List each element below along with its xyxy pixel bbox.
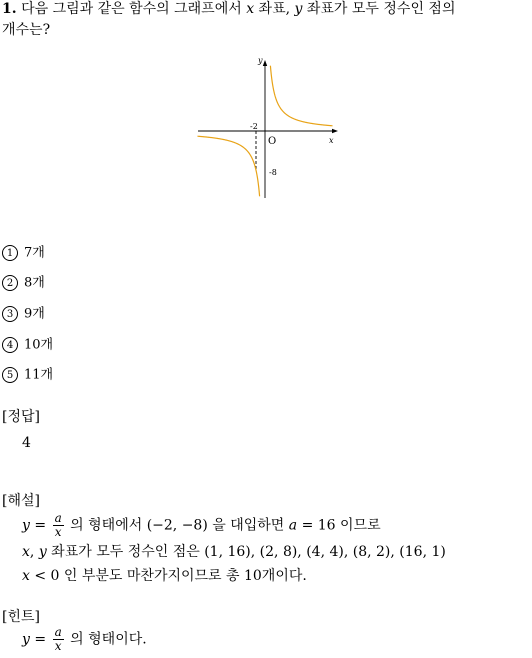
exp-frac-den: x	[54, 525, 62, 539]
choice-1[interactable]	[2, 245, 45, 262]
hint-frac-den: x	[54, 639, 62, 653]
exp-var-x: x	[22, 544, 30, 560]
exp-fraction	[53, 512, 64, 539]
explanation-line-2	[22, 543, 446, 561]
answer-value: 4	[22, 435, 31, 451]
choice-text: 11개	[24, 367, 54, 383]
hyperbola-branch-positive	[270, 66, 332, 126]
hint-header: [힌트]	[2, 609, 40, 625]
question-var-y: y	[294, 1, 303, 17]
question-text-part1: 다음 그림과 같은 함수의 그래프에서	[21, 1, 247, 17]
hyperbola-branch-negative	[198, 136, 260, 196]
hint-fraction	[53, 626, 64, 653]
choice-number: 1	[2, 245, 18, 261]
origin-label: O	[268, 136, 277, 147]
exp-line1-tail: = 16 이므로	[297, 517, 381, 534]
choice-text: 9개	[24, 306, 45, 322]
y-mark-label: -8	[269, 168, 277, 177]
hint-rest: 의 형태이다.	[65, 631, 147, 648]
question-text-line2: 개수는?	[2, 22, 51, 38]
question-text-part3: 좌표가 모두 정수인 점의	[302, 1, 456, 17]
question-line-2	[2, 21, 50, 39]
explanation-header: [해설]	[2, 493, 40, 509]
x-axis-label: x	[329, 136, 334, 145]
choice-text: 7개	[24, 245, 45, 261]
exp-var-y: y	[22, 517, 30, 534]
question-line-1	[2, 0, 455, 18]
exp-var-x3: x	[22, 568, 30, 584]
answer-header: [정답]	[2, 409, 40, 425]
exp-line3-rest: < 0 인 부분도 마찬가지이므로 총 10개이다.	[29, 568, 307, 584]
exp-line1-rest: 의 형태에서 (−2, −8) 을 대입하면	[65, 517, 289, 534]
exp-line2-rest: 좌표가 모두 정수인 점은 (1, 16), (2, 8), (4, 4), (8, 2), (16, 1)	[46, 544, 446, 560]
hint-eq: =	[29, 631, 51, 648]
question-var-x: x	[246, 1, 255, 17]
choice-text: 10개	[24, 337, 54, 353]
question-number: 1.	[2, 1, 17, 17]
choice-3[interactable]	[2, 306, 45, 323]
explanation-line-3	[22, 567, 307, 585]
choice-5[interactable]	[2, 367, 53, 384]
hint-var-y: y	[22, 631, 30, 648]
choice-number: 5	[2, 367, 18, 383]
choice-4[interactable]	[2, 337, 53, 354]
exp-eq: =	[29, 517, 51, 534]
choice-number: 2	[2, 275, 18, 291]
hyperbola-graph	[190, 52, 350, 202]
x-mark-label: -2	[250, 122, 258, 131]
exp-comma: ,	[29, 544, 39, 560]
choice-2[interactable]	[2, 275, 45, 292]
choice-number: 4	[2, 337, 18, 353]
y-axis-arrow	[263, 60, 267, 66]
hint-frac-num: a	[54, 625, 62, 639]
explanation-line-1	[22, 512, 381, 539]
exp-frac-num: a	[54, 511, 62, 525]
x-axis-arrow	[332, 129, 338, 133]
question-text-part2: 좌표,	[254, 1, 295, 17]
y-axis-label: y	[258, 56, 263, 65]
exp-var-a: a	[288, 517, 298, 534]
hint-line	[22, 626, 147, 653]
choice-number: 3	[2, 306, 18, 322]
choice-text: 8개	[24, 275, 45, 291]
exp-var-y2: y	[38, 544, 47, 560]
